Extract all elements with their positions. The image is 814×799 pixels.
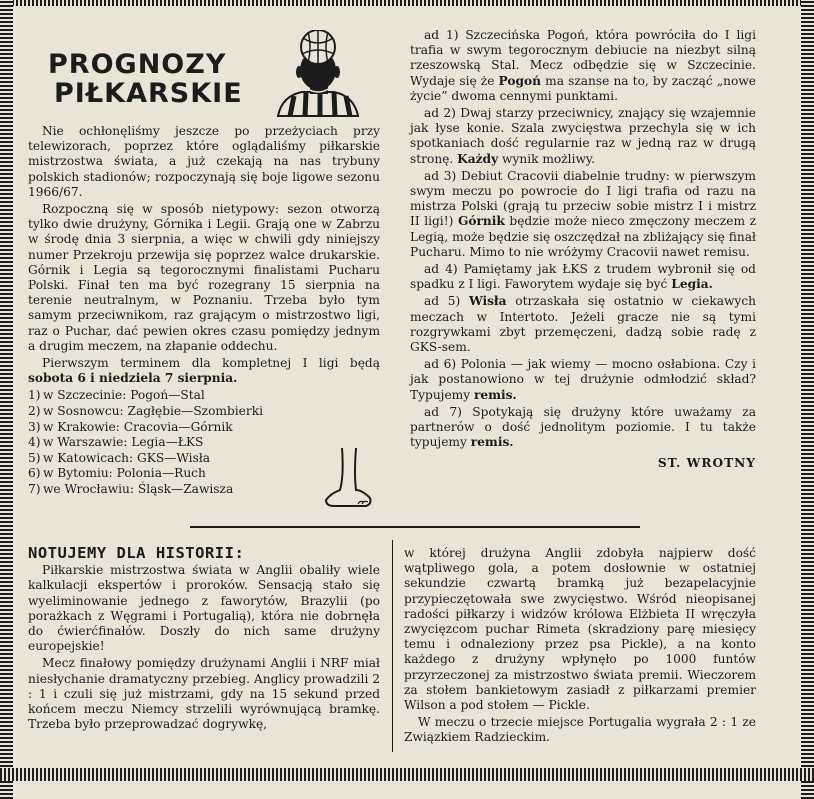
intro-paragraph-3: Pierwszym terminem dla kompletnej I ligi będą sobota 6 i niedziela 7 sierpnia.: [28, 356, 380, 386]
prediction-ad3: ad 3) Debiut Cracovii diabelnie trudny: w pierwszym swym meczu po powrocie do I ligi trafia od razu na mistrza Polski (grają tu przeciw sobie mistrz I i mistrz II ligi!) Górnik będzie może nieco zmęczony meczem z Legią, może będzie się oszczędzał na zbliżający się finał Pucharu. Mimo to nie wróżymy Cracovii nawet remisu.: [410, 168, 756, 259]
prediction-ad7: ad 7) Spotykają się drużyny które uważamy za partnerów o dość jednolitym poziomie. I tu także typujemy remis.: [410, 404, 756, 450]
history-paragraph-1: Piłkarskie mistrzostwa świata w Anglii obaliły wiele kalkulacji ekspertów i proroków. Sensacją stało się wyeliminowanie jednego z faworytów, Brazylii (po porażkach z Węgrami i Portugalią), która nie dobrnęła do ćwierćfinałów. Doszły do nich same drużyny europejskie!: [28, 563, 380, 654]
history-paragraph-3: w której drużyna Anglii zdobyła najpierw dość wątpliwego gola, a potem dosłownie w ostatniej sekundzie czwartą bramką już bezapelacyjnie przypieczętowała swe zwycięstwo. Wśród nieopisanej radości piłkarzy i widzów królowa Elżbieta II wręczyła zwycięzcom puchar Rimeta (skradziony parę miesięcy temu i odnaleziony przez psa Pickle), a na konto każdego z drużyny wpłynęło po 1000 funtów przyrzeczonej za mistrzostwo świata premii. Wieczorem za stołem bankietowym zasiadł z piłkarzami premier Wilson a pod stołem — Pickle.: [404, 546, 756, 713]
prediction-ad2: ad 2) Dwaj starzy przeciwnicy, znający się wzajemnie jak łyse konie. Szala zwycięstwa przechyla się w ich spotkaniach dość regularnie raz w jedną raz w drugą stronę. Każdy wynik możliwy.: [410, 106, 756, 166]
fixture-item: 5) w Katowicach: GKS—Wisła: [28, 450, 211, 465]
intro-column: [28, 124, 380, 498]
bottom-border: [0, 768, 814, 781]
intro-paragraph-2: Rozpoczną się w sposób nietypowy: sezon otworzą tylko dwie drużyny, Górnika i Legii. Grają one w Zabrzu w środę dnia 3 sierpnia, a więc w chwili gdy niniejszy numer Przekroju przewija się poprzez walce drukarskie. Górnik i Legia są tegorocznymi finalistami Pucharu Polski. Finał ten ma być rozegrany 15 sierpnia na terenie neutralnym, w Poznaniu. Trzeba było tym samym przeciwnikom, raz grającym o mistrzostwo ligi, raz o Puchar, dać pewien okres czasu pomiędzy jednym a drugim meczem, na złapanie oddechu.: [28, 202, 380, 353]
headline-line-1: PROGNOZY: [48, 49, 227, 80]
fixture-item: 2) w Sosnowcu: Zagłębie—Szombierki: [28, 404, 264, 419]
headline: [48, 50, 248, 108]
column-rule: [392, 540, 393, 752]
fixture-item: 7) we Wrocławiu: Śląsk—Zawisza: [28, 482, 234, 497]
section-divider: [190, 526, 640, 528]
foot-icon: [322, 446, 374, 510]
fixture-item: 1) w Szczecinie: Pogoń—Stal: [28, 388, 205, 403]
intro-paragraph-1: Nie ochłonęliśmy jeszcze po przeżyciach przy telewizorach, poprzez które oglądaliśmy piłkarskie mistrzostwa świata, a już czekają na nas trybuny polskich stadionów; rozpoczynają się boje ligowe sezonu 1966/67.: [28, 124, 380, 199]
history-left-column: [28, 546, 380, 732]
prediction-ad1: ad 1) Szczecińska Pogoń, która powróciła do I ligi trafia w swym tegorocznym debiucie na niezbyt silną rzeszowską Stal. Mecz odbędzie się w Szczecinie. Wydaje się że Pogoń ma szanse na to, by zacząć „nowe życie” dwoma cennymi punktami.: [410, 28, 756, 103]
left-border: [0, 0, 13, 799]
history-right-column: [404, 546, 756, 746]
history-paragraph-2: Mecz finałowy pomiędzy drużynami Anglii i NRF miał niesłychanie dramatyczny przebieg. Anglicy prowadzili 2 : 1 i czuli się już mistrzami, gdy na 15 sekund przed końcem meczu Niemcy strzelili wyrównującą bramkę. Trzeba było przeprowadzać dogrywkę,: [28, 656, 380, 732]
fixture-item: 6) w Bytomiu: Polonia—Ruch: [28, 466, 206, 481]
first-round-dates: sobota 6 i niedziela 7 sierpnia.: [28, 371, 238, 386]
right-border: [801, 0, 814, 799]
history-title: NOTUJEMY DLA HISTORII:: [28, 544, 245, 562]
footballer-head-icon: [272, 30, 364, 118]
fixture-item: 4) w Warszawie: Legia—ŁKS: [28, 435, 204, 450]
fixture-item: 3) w Krakowie: Cracovia—Górnik: [28, 419, 233, 434]
headline-line-2: PIŁKARSKIE: [54, 78, 243, 109]
prediction-ad4: ad 4) Pamiętamy jak ŁKS z trudem wybronił się od spadku z I ligi. Faworytem wydaje się być Legia.: [410, 262, 756, 292]
prediction-ad6: ad 6) Polonia — jak wiemy — mocno osłabiona. Czy i jak postanowiono w tej drużynie odmłodzić skład? Typujemy remis.: [410, 357, 756, 402]
predictions-column: [410, 28, 756, 472]
history-paragraph-4: W meczu o trzecie miejsce Portugalia wygrała 2 : 1 ze Związkiem Radzieckim.: [404, 715, 756, 745]
top-border: [0, 0, 814, 6]
prediction-ad5: ad 5) Wisła otrzaskała się ostatnio w ciekawych meczach w Intertoto. Jeżeli gracze nie są tymi rozgrywkami zbyt przemęczeni, dadzą sobie radę z GKS-sem.: [410, 294, 756, 355]
author-signature: ST. WROTNY: [657, 456, 756, 471]
